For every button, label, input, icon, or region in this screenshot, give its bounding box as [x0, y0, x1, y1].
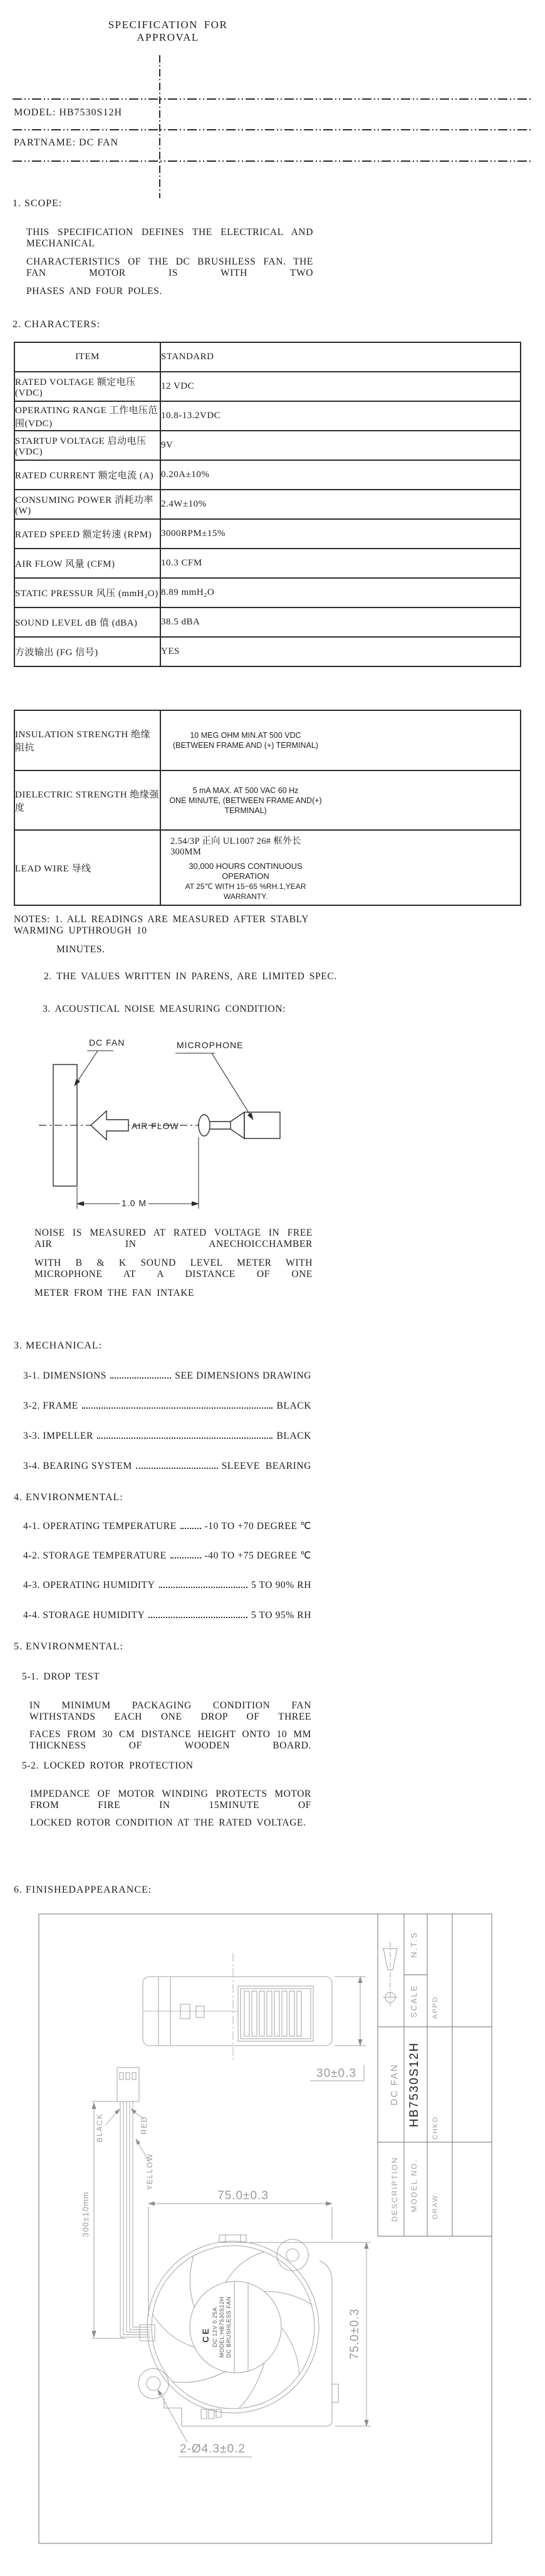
housing-notch	[332, 2384, 338, 2402]
lead-wire-value-line: AT 25℃ WITH 15~65 %RH.1,YEAR WARRANTY.	[185, 882, 306, 901]
lead-wire-value-line: 30,000 HOURS CONTINUOUS OPERATION	[189, 861, 303, 881]
item-value: 5 TO 90% RH	[251, 1580, 311, 1590]
housing-step	[164, 2397, 182, 2426]
environmental4-heading: 4. ENVIRONMENTAL:	[14, 1492, 123, 1503]
item-cell: LEAD WIRE 导线	[14, 830, 160, 905]
standard-cell: 9V	[160, 431, 521, 460]
table-header-row	[14, 342, 521, 372]
title-block-draw: DRAW:	[432, 2192, 439, 2219]
characters-heading: 2. CHARACTERS:	[13, 319, 101, 330]
fan-label-line-1: DC BRUSHLESS FAN	[226, 2296, 232, 2358]
scope-line-2: CHARACTERISTICS OF THE DC BRUSHLESS FAN. THE FAN MOTOR IS WITH TWO	[26, 256, 313, 278]
item-cell: RATED VOLTAGE 额定电压 (VDC)	[14, 372, 160, 401]
header-vertical-centerline	[159, 55, 160, 198]
dotted-leader	[159, 1580, 247, 1588]
standard-cell	[160, 710, 521, 770]
standard-cell: 10.8-13.2VDC	[160, 401, 521, 431]
mechanical-item	[23, 1401, 311, 1412]
table-row	[14, 549, 521, 578]
characters-table	[14, 342, 521, 667]
fan-label-line-3: DC 12V 0.25A	[212, 2307, 218, 2347]
scope-heading: 1. SCOPE:	[13, 198, 63, 209]
impeller-blade	[190, 2256, 194, 2307]
mounting-hole	[147, 2377, 160, 2390]
noise-paragraph	[34, 1228, 313, 1317]
item-value: BLACK	[276, 1431, 311, 1441]
table-row	[14, 431, 521, 460]
header-rule-3	[13, 160, 531, 162]
side-view-boss	[196, 2006, 204, 2017]
impeller-blade	[281, 2327, 299, 2374]
inlet-ring-outer	[147, 2241, 319, 2413]
standard-cell: 12 VDC	[160, 372, 521, 401]
standard-cell: 38.5 dBA	[160, 607, 521, 637]
wire-label-yellow: YELLOW	[145, 2153, 154, 2190]
item-cell: RATED CURRENT 额定电流 (A)	[14, 460, 160, 490]
lead-wire-spec: 2.54/3P 正向 UL1007 26# 框外长 300MM	[170, 836, 301, 857]
table-row-dielectric	[14, 770, 521, 830]
housing-outline	[182, 2261, 332, 2426]
table-row	[14, 607, 521, 637]
standard-cell: 2.4W±10%	[160, 490, 521, 519]
standard-cell: 10.3 CFM	[160, 549, 521, 578]
table-row	[14, 637, 521, 666]
mounting-hole	[286, 2249, 299, 2261]
standard-cell	[160, 830, 521, 905]
wire-label-black: BLACK	[95, 2113, 104, 2143]
dielectric-value-line: ONE MINUTE, (BETWEEN FRAME AND(+)	[169, 796, 322, 805]
holes-leader-line	[158, 2390, 187, 2442]
drop-test-label: 5-1. DROP TEST	[22, 1671, 100, 1682]
insulation-value-line: (BETWEEN FRAME AND (+) TERMINAL)	[172, 741, 319, 750]
microphone-leader-line	[212, 1053, 253, 1120]
table-row	[14, 460, 521, 490]
item-label: 4-2. STORAGE TEMPERATURE	[23, 1550, 167, 1561]
noise-measuring-diagram	[0, 1034, 545, 1222]
locked-rotor-paragraph	[30, 1789, 311, 1847]
item-label: 3-2. FRAME	[23, 1401, 78, 1411]
impeller-blade	[172, 2372, 226, 2382]
item-cell: STARTUP VOLTAGE 启动电压 (VDC)	[14, 431, 160, 460]
dielectric-value-line: TERMINAL)	[224, 806, 267, 815]
dotted-leader	[110, 1370, 171, 1379]
item-cell: RATED SPEED 额定转速 (RPM)	[14, 519, 160, 549]
lead-wire-connector	[117, 2068, 139, 2101]
environmental-item	[23, 1550, 311, 1562]
title-block-model-label: MODEL NO.	[410, 2158, 418, 2212]
dielectric-value-line: 5 mA MAX. AT 500 VAC 60 Hz	[192, 786, 299, 795]
column-header-standard: STANDARD	[160, 342, 521, 372]
item-value: -40 TO +75 DEGREE ℃	[204, 1550, 311, 1561]
standard-cell: 0.20A±10%	[160, 460, 521, 490]
standard-cell: 3000RPM±15%	[160, 519, 521, 549]
distance-label: 1.0 M	[121, 1198, 147, 1208]
lead-wires	[120, 2101, 155, 2341]
scope-line-1: THIS SPECIFICATION DEFINES THE ELECTRICAL AND MECHANICAL	[26, 227, 313, 249]
table-row-insulation	[14, 710, 521, 770]
scope-paragraph	[26, 227, 313, 315]
table-row	[14, 578, 521, 607]
dotted-leader	[97, 1431, 272, 1439]
title-block-description-value: DC FAN	[389, 2063, 400, 2106]
dotted-leader	[82, 1401, 273, 1409]
notes-line-2: MINUTES.	[56, 944, 105, 955]
dotted-leader	[170, 1550, 201, 1559]
item-label: 3-4. BEARING SYSTEM	[23, 1461, 132, 1471]
item-value: BLACK	[276, 1401, 311, 1411]
insulation-value-line: 10 MEG OHM MIN.AT 500 VDC	[190, 731, 301, 740]
standard-cell	[160, 770, 521, 830]
title-block-scale-label: SCALE	[409, 1984, 418, 2018]
microphone-shape	[199, 1112, 280, 1138]
page-title: SPECIFICATION FOR APPROVAL	[108, 19, 228, 43]
dimension-75-horizontal-label: 75.0±0.3	[217, 2189, 269, 2202]
noise-line-3: METER FROM THE FAN INTAKE	[34, 1288, 195, 1298]
mechanical-item	[23, 1431, 311, 1442]
finished-appearance-heading: 6. FINISHEDAPPEARANCE:	[14, 1885, 152, 1895]
table-row	[14, 519, 521, 549]
header-rule-1	[13, 98, 531, 100]
item-value: 5 TO 95% RH	[251, 1610, 311, 1621]
environmental-item	[23, 1520, 311, 1532]
fan-side-view	[143, 1953, 332, 2063]
item-cell: OPERATING RANGE 工作电压范围(VDC)	[14, 401, 160, 431]
noise-line-2: WITH B & K SOUND LEVEL METER WITH MICROPHONE AT A DISTANCE OF ONE	[34, 1258, 313, 1280]
item-cell: 方波输出 (FG 信号)	[14, 637, 160, 666]
impeller-blade	[264, 2291, 311, 2305]
table-row	[14, 401, 521, 431]
fan-label-line-2: MODEL:HB7530S12H	[219, 2296, 225, 2358]
table-row-lead-wire	[14, 830, 521, 905]
dc-fan-label: DC FAN	[89, 1038, 125, 1048]
dimension-30	[310, 1977, 366, 2081]
mechanical-heading: 3. MECHANICAL:	[14, 1340, 103, 1351]
title-block-description-label: DESCRIPTION	[390, 2156, 399, 2222]
item-cell: DIELECTRIC STRENGTH 绝缘强度	[14, 770, 160, 830]
item-value: -10 TO +70 DEGREE ℃	[204, 1521, 311, 1532]
strength-table	[14, 710, 521, 906]
mechanical-item	[23, 1370, 311, 1382]
column-header-item: ITEM	[14, 342, 160, 372]
dc-fan-leader-line	[75, 1051, 98, 1086]
dotted-leader	[136, 1461, 218, 1469]
table-row	[14, 372, 521, 401]
holes-dimension-label: 2-Ø4.3±0.2	[180, 2442, 246, 2456]
microphone-label: MICROPHONE	[177, 1040, 244, 1050]
item-cell: CONSUMING POWER 消耗功率 (W)	[14, 490, 160, 519]
environmental5-heading: 5. ENVIRONMENTAL:	[14, 1641, 123, 1652]
environmental-item	[23, 1610, 311, 1621]
item-label: 4-4. STORAGE HUMIDITY	[23, 1610, 145, 1621]
item-label: 4-1. OPERATING TEMPERATURE	[23, 1521, 177, 1532]
title-block-chkd: CHKD:	[432, 2113, 439, 2140]
dimension-30-label: 30±0.3	[316, 2067, 356, 2080]
drop-test-line-1: IN MINIMUM PACKAGING CONDITION FAN WITHSTANDS EACH ONE DROP OF THREE	[29, 1700, 311, 1722]
item-cell: SOUND LEVEL dB 值 (dBA)	[14, 607, 160, 637]
model-line: MODEL: HB7530S12H	[14, 107, 123, 118]
header-rule-2	[13, 129, 531, 130]
impeller-blade	[153, 2315, 194, 2347]
item-cell: STATIC PRESSUR 风压 (mmH₂O)	[14, 578, 160, 607]
locked-rotor-line-1: IMPEDANCE OF MOTOR WINDING PROTECTS MOTOR FROM FIRE IN 15MINUTE OF	[30, 1789, 311, 1811]
drawing-frame	[39, 1914, 492, 2543]
item-label: 3-3. IMPELLER	[23, 1431, 93, 1441]
title-block-appd: APPD:	[432, 1993, 439, 2019]
ce-mark-icon: CE	[200, 2326, 210, 2343]
projection-symbol-icon	[383, 1942, 398, 2006]
mechanical-item	[23, 1461, 311, 1472]
drop-test-line-2: FACES FROM 30 CM DISTANCE HEIGHT ONTO 10 MM THICKNESS OF WOODEN BOARD.	[29, 1729, 311, 1751]
item-cell: AIR FLOW 风量 (CFM)	[14, 549, 160, 578]
locked-rotor-label: 5-2. LOCKED ROTOR PROTECTION	[22, 1760, 194, 1771]
mounting-ear	[277, 2239, 308, 2271]
side-view-boss	[180, 2004, 190, 2019]
table-row	[14, 490, 521, 519]
wire-label-red: RED	[140, 2116, 148, 2135]
standard-cell: YES	[160, 637, 521, 666]
drop-test-paragraph	[29, 1700, 311, 1759]
notes-line-1: NOTES: 1. ALL READINGS ARE MEASURED AFTER STABLY WARMING UPTHROUGH 10	[14, 914, 309, 936]
inlet-ring-inner	[152, 2246, 314, 2409]
notes-line-4: 3. ACOUSTICAL NOISE MEASURING CONDITION:	[43, 1004, 286, 1014]
partname-line: PARTNAME: DC FAN	[14, 137, 119, 148]
impeller-blade	[226, 2252, 264, 2283]
dimensions-drawing	[0, 1906, 545, 2576]
item-value: SEE DIMENSIONS DRAWING	[175, 1370, 311, 1381]
scope-line-3: PHASES AND FOUR POLES.	[26, 286, 162, 297]
standard-cell: 8.89 mmH₂O	[160, 578, 521, 607]
item-label: 3-1. DIMENSIONS	[23, 1370, 106, 1381]
dimension-300-label: 300±10mm	[81, 2191, 90, 2237]
title-block-model-value: HB7530S12H	[408, 2041, 421, 2128]
environmental-item	[23, 1580, 311, 1591]
air-flow-label: AIR FLOW	[132, 1121, 179, 1131]
notes-line-3: 2. THE VALUES WRITTEN IN PARENS, ARE LIMITED SPEC.	[44, 971, 337, 982]
dimension-75-vertical-label: 75.0±0.3	[348, 2308, 361, 2360]
title-block-scale-value: N.T.S	[409, 1932, 418, 1958]
item-cell: INSULATION STRENGTH 绝缘阻抗	[14, 710, 160, 770]
dimension-75-horizontal	[148, 2204, 332, 2316]
item-label: 4-3. OPERATING HUMIDITY	[23, 1580, 155, 1590]
item-value: SLEEVE BEARING	[221, 1461, 311, 1471]
locked-rotor-line-2: LOCKED ROTOR CONDITION AT THE RATED VOLTAGE.	[30, 1817, 306, 1828]
fan-front-view	[138, 2235, 338, 2426]
noise-line-1: NOISE IS MEASURED AT RATED VOLTAGE IN FREE AIR IN ANECHOICCHAMBER	[34, 1228, 313, 1249]
air-flow-arrow	[91, 1111, 128, 1140]
dotted-leader	[148, 1610, 247, 1618]
dotted-leader	[180, 1521, 201, 1529]
mounting-ear	[138, 2368, 169, 2399]
